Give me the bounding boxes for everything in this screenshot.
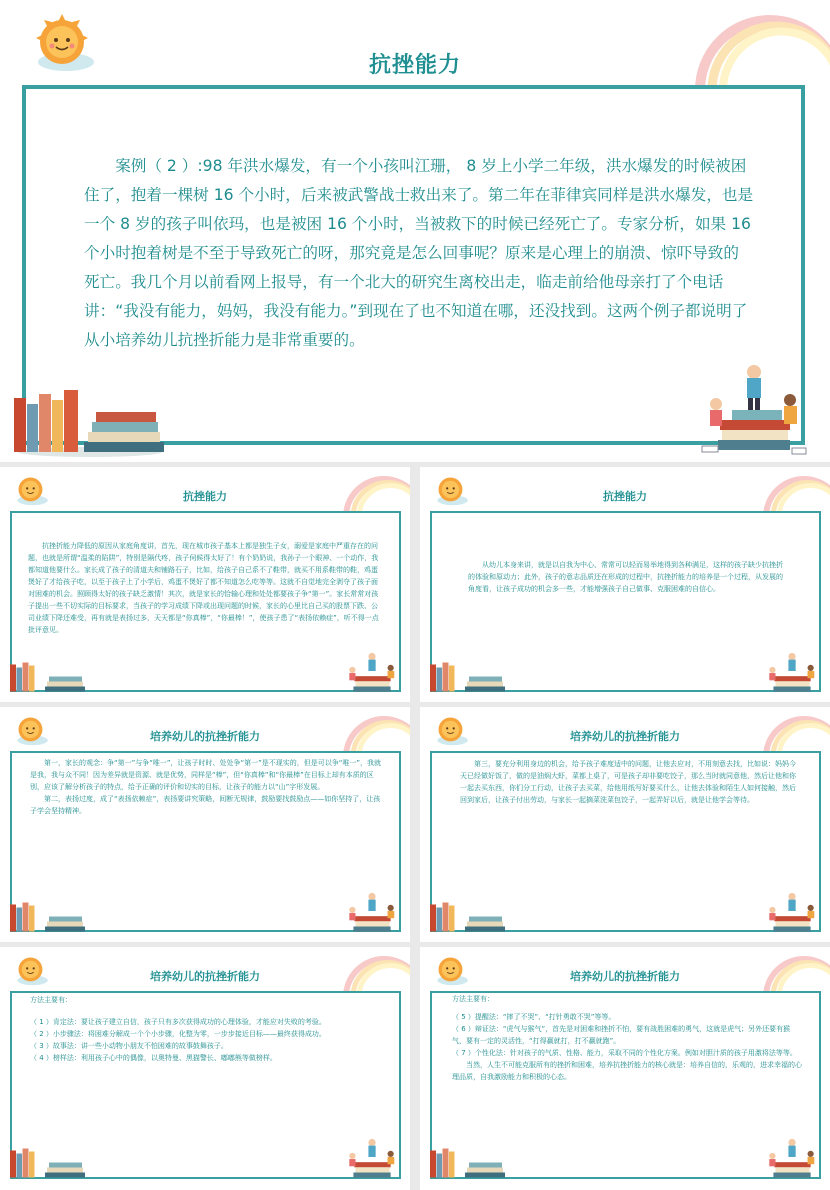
paragraph: 第一，家长的观念：争“第一”与争“唯一”，让孩子时时、处处争“第一”是不现实的，但是可以争“唯一”，我就是我，我与众不同！因为差异就是资源、就是优势，同样是“棒”，但“你真棒”和“你最棒”在目标上却有本质的区别，应该了解分析孩子的特点，给予正确的评价和切实的目标，让孩子的能力以“山”字形发展。 [30,759,382,791]
children-reading-illustration [692,360,812,460]
paragraph: 第二，表扬过度，成了“表扬依赖症”，表扬要讲究策略，间断无规律，鼓励要找鼓励点——如你坚持了，让孩子学会坚持精神。 [30,795,381,815]
slide-body [452,993,804,1083]
slide-6 [420,947,830,1190]
paragraph: 当然，人生不可能克服所有的挫折和困难，培养抗挫折能力的核心就是：培养自信的，乐观的，进求幸福的心理品质，自我激励能力和积极的心态。 [452,1061,802,1081]
paragraph: （ 5 ）提醒法：“摔了不哭”、“打针勇敢不哭”等等。 [452,1013,616,1021]
paragraph: （ 2 ）小步骤法：将困难分解成一个个小步骤，化整为零，一步步接近目标——最终获得成功。 [30,1030,326,1038]
children-reading-illustration [760,643,822,699]
slide-title: 抗挫能力 [603,490,647,503]
slide-title: 培养幼儿的抗挫折能力 [570,970,680,983]
slide-body [30,994,384,1064]
section-heading: 方法主要有： [30,996,72,1004]
slide-4 [420,707,830,942]
slide-5 [0,947,410,1190]
slide-body [460,758,798,806]
paragraph: 案例（ 2 ）:98 年洪水爆发，有一个小孩叫江珊， 8 岁上小学二年级，洪水爆发的时候被困住了，抱着一棵树 16 个小时，后来被武警战士救出来了。第二年在菲律宾同样是洪水爆发，也是一个 8 岁的孩子叫依玛，也是被困 16 个小时，当被救下的时候已经死亡了。专家分析，如果 16 个小时抱着树是不至于导致死亡的呀，那究竟是怎么回事呢？原来是心理上的崩溃、惊吓导致的死亡。我几个月以前看网上报导，有一个北大的研究生离校出走，临走前给他母亲打了个电话讲：“我没有能力，妈妈，我没有能力。”到现在了也不知道在哪，还没找到。这两个例子都说明了从小培养幼儿抗挫折能力是非常重要的。 [84,157,754,349]
slide-body [30,757,382,817]
slide-body [84,152,754,355]
slide-main [0,0,830,462]
paragraph: （ 1 ）肯定法：要让孩子建立自信，孩子只有多次获得成功的心理体验，才能应对失败的考验。 [30,1018,326,1026]
paragraph: （ 4 ）榜样法：利用孩子心中的偶像，以奥特曼、黑猫警长、嘟嘟熊等做榜样。 [30,1054,277,1062]
paragraph: （ 6 ）辩证法：“虎气与猴气”，首先是对困难和挫折不怕，要有战胜困难的勇气，这就是虎气；另外还要有猴气，要有一定的灵活性，“打得赢就打，打不赢就跑”。 [452,1025,791,1045]
slide-title: 抗挫能力 [183,490,227,503]
slide-body [468,559,788,595]
slide-2 [420,467,830,702]
slide-3 [0,707,410,942]
books-illustration [8,659,88,695]
slide-body [28,540,384,636]
children-reading-illustration [760,883,822,939]
slide-title: 培养幼儿的抗挫折能力 [150,970,260,983]
slide-title: 培养幼儿的抗挫折能力 [150,730,260,743]
paragraph: 抗挫折能力降低的原因从家庭角度讲，首先，现在城市孩子基本上都是独生子女，溺爱是家庭中严重存在的问题，也就是所谓“温柔的陷阱”，特别是隔代疼，孩子伺候得太好了！有个奶奶说，我孙子一个眼神、一个动作，我都知道他要什么。家长成了孩子的清道夫和铺路石子，比如，给孩子自己系不了鞋带，就买不用系鞋带的鞋，鸡蛋煲好了才给孩子吃，以至于孩子上了小学后，鸡蛋不煲好了都不知道怎么吃等等。这就不自觉地完全剥夺了孩子面对困难的机会。照顾得太好的孩子缺乏激情！其次，就是家长的恰输心理和处处都要孩子争“第一”。家长常常对孩子提出一些不切实际的目标要求，当孩子的学习成绩下降或出现问题的时候，家长的心里比自己买的股票下跌、公司业绩下降还难受，再有就是表扬过多，天天都是“你真棒”，“你最棒！”，使孩子患了“表扬依赖症”，听不得一点批评意见。 [28,542,379,634]
books-illustration [10,388,170,458]
children-reading-illustration [340,1129,402,1185]
paragraph: 从幼儿本身来讲，就是以自我为中心、常常可以轻而易举地得到各种满足，这样的孩子缺少抗挫折的体验和原动力；此外，孩子的意志品质还在形成的过程中，抗挫折能力的培养是一个过程，从发展的角度看，让孩子成功的机会多一些，才能增强孩子自己做事、克服困难的自信心。 [468,561,783,593]
children-reading-illustration [340,643,402,699]
books-illustration [428,659,508,695]
paragraph: 第三，要充分利用身边的机会，给予孩子难度适中的问题，让他去应对，不用刻意去找，比如说：妈妈今天已经做好饭了，做的是油焖大虾，菜都上桌了，可是孩子却非要吃饺子，那么当时就同意他，然后让他和你一起去买东西，你们分工行动，让孩子去买菜，给他用纸写好要买什么，让他去体验和陌生人如何接触，然后回到家后，让孩子付出劳动，与家长一起摘菜洗菜包饺子，一起弄好以后，就是让他学会等待。 [460,760,796,804]
paragraph: （ 3 ）故事法：讲一些小动物小朋友不怕困难的故事鼓舞孩子。 [30,1042,228,1050]
slide-1 [0,467,410,702]
books-illustration [428,1145,508,1181]
slide-title: 抗挫能力 [368,53,461,78]
books-illustration [428,899,508,935]
children-reading-illustration [340,883,402,939]
books-illustration [8,899,88,935]
books-illustration [8,1145,88,1181]
children-reading-illustration [760,1129,822,1185]
slide-title: 培养幼儿的抗挫折能力 [570,730,680,743]
paragraph: （ 7 ）个性化法：针对孩子的气质、性格、能力，采取不同的个性化方案。例如对胆汁质的孩子用激将法等等。 [452,1049,797,1057]
section-heading: 方法主要有： [452,995,494,1003]
